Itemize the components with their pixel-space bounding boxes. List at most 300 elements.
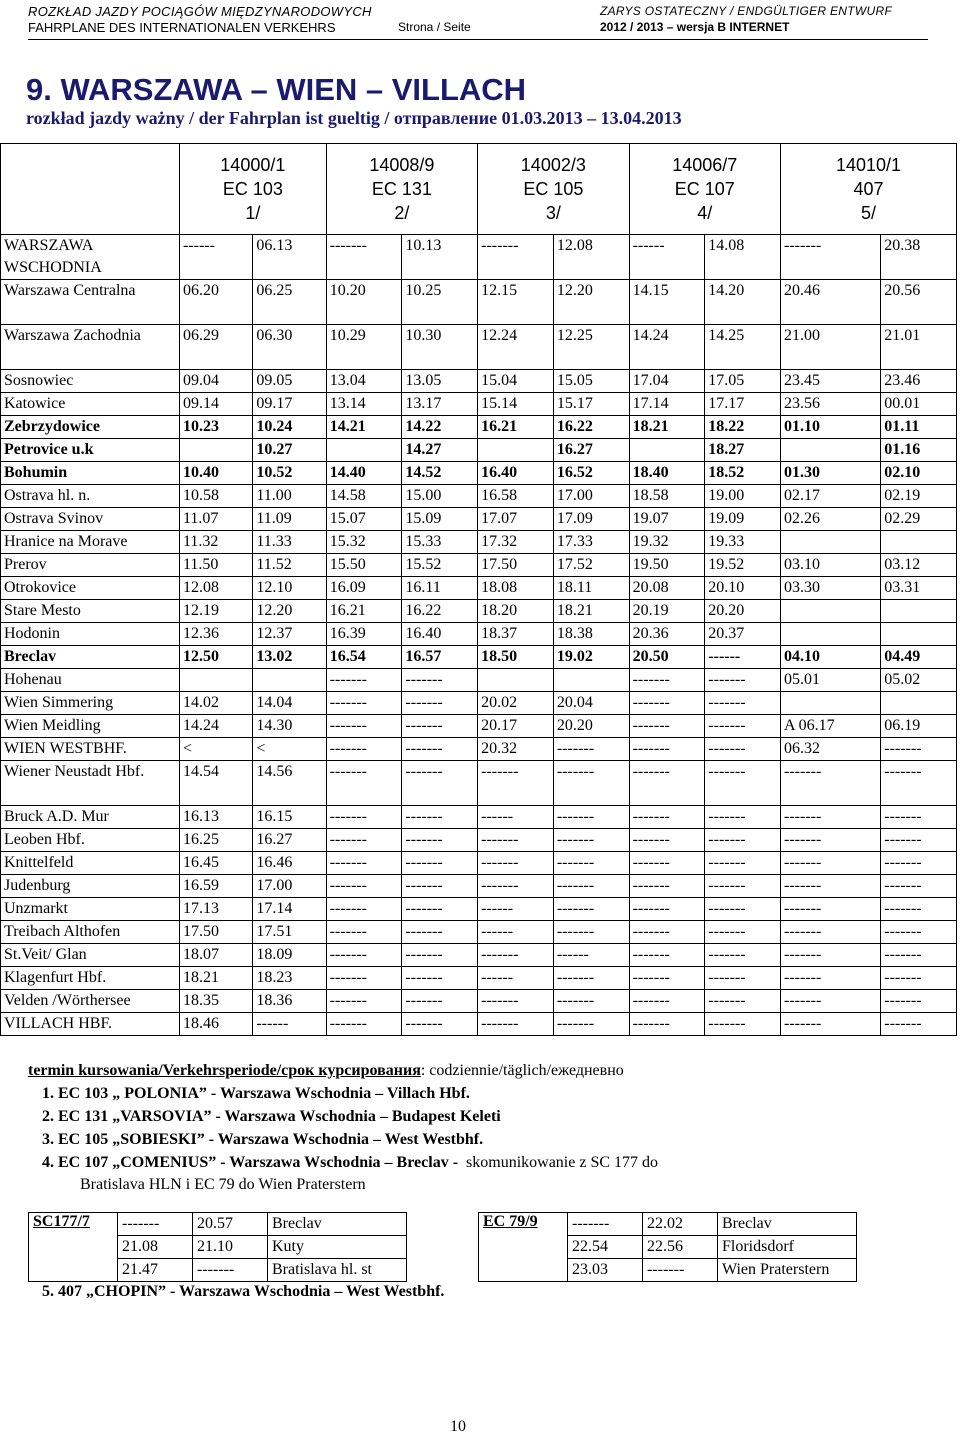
time-cell: ------- — [705, 990, 781, 1013]
table-row — [1, 370, 957, 393]
header-right-line1: ZARYS OSTATECZNY / ENDGÜLTIGER ENTWURF — [600, 4, 893, 18]
time-cell: ------- — [781, 898, 881, 921]
connection-cell: ------- — [568, 1213, 643, 1236]
time-cell: 11.09 — [253, 508, 326, 531]
time-cell: ------- — [402, 967, 478, 990]
time-cell: 15.14 — [478, 393, 554, 416]
legend-period-value: : codziennie/täglich/ежедневно — [420, 1062, 624, 1079]
time-cell — [781, 531, 881, 554]
station-name: Katowice — [1, 393, 180, 416]
table-row — [1, 852, 957, 875]
time-cell: ------ — [180, 235, 253, 280]
time-cell: ------- — [402, 898, 478, 921]
time-cell: 16.40 — [478, 462, 554, 485]
time-cell: ------- — [326, 967, 402, 990]
time-cell: 06.30 — [253, 325, 326, 370]
time-cell: ------- — [781, 967, 881, 990]
connection-cell: ------- — [643, 1259, 718, 1282]
connection-cell: Breclav — [268, 1213, 407, 1236]
time-cell: ------- — [629, 692, 705, 715]
time-cell: ------- — [326, 715, 402, 738]
time-cell: 17.09 — [553, 508, 629, 531]
table-row — [1, 485, 957, 508]
train-ref: 4/ — [697, 203, 713, 223]
time-cell: 19.50 — [629, 554, 705, 577]
time-cell: ------- — [326, 761, 402, 806]
time-cell: ------- — [705, 875, 781, 898]
time-cell — [478, 439, 554, 462]
connection-cell: ------- — [118, 1213, 193, 1236]
time-cell: ------- — [781, 806, 881, 829]
table-row — [1, 325, 957, 370]
table-row — [1, 990, 957, 1013]
time-cell: 16.59 — [180, 875, 253, 898]
train-ref: 2/ — [394, 203, 410, 223]
time-cell: 13.02 — [253, 646, 326, 669]
time-cell: 14.20 — [705, 280, 781, 325]
time-cell: 14.40 — [326, 462, 402, 485]
time-cell: 10.40 — [180, 462, 253, 485]
time-cell: 02.29 — [881, 508, 957, 531]
station-name: WIEN WESTBHF. — [1, 738, 180, 761]
station-name: Hodonin — [1, 623, 180, 646]
time-cell: 18.21 — [629, 416, 705, 439]
time-cell: 16.54 — [326, 646, 402, 669]
time-cell: ------- — [881, 967, 957, 990]
time-cell: ------- — [629, 829, 705, 852]
time-cell: ------- — [881, 944, 957, 967]
time-cell: 16.57 — [402, 646, 478, 669]
train-header-cell — [629, 144, 780, 235]
time-cell: 04.10 — [781, 646, 881, 669]
time-cell: ------- — [402, 829, 478, 852]
train-ref: 5/ — [860, 203, 876, 223]
time-cell: 13.05 — [402, 370, 478, 393]
connection-cell: 22.54 — [568, 1236, 643, 1259]
time-cell: ------- — [326, 852, 402, 875]
time-cell: 14.21 — [326, 416, 402, 439]
time-cell: 12.25 — [553, 325, 629, 370]
connection-cell: 20.57 — [193, 1213, 268, 1236]
time-cell: ------- — [881, 1013, 957, 1036]
time-cell: 16.22 — [553, 416, 629, 439]
time-cell: ------- — [326, 898, 402, 921]
time-cell — [781, 600, 881, 623]
time-cell: 02.26 — [781, 508, 881, 531]
time-cell: 17.14 — [629, 393, 705, 416]
time-cell: 10.23 — [180, 416, 253, 439]
station-name: Leoben Hbf. — [1, 829, 180, 852]
time-cell: 06.13 — [253, 235, 326, 280]
time-cell: 12.08 — [553, 235, 629, 280]
train-number: 14000/1 — [220, 155, 286, 175]
time-cell: 15.17 — [553, 393, 629, 416]
time-cell: ------- — [629, 898, 705, 921]
time-cell: 23.45 — [781, 370, 881, 393]
time-cell: 10.20 — [326, 280, 402, 325]
time-cell — [180, 669, 253, 692]
table-row — [1, 715, 957, 738]
time-cell: ------- — [881, 761, 957, 806]
time-cell: 03.12 — [881, 554, 957, 577]
time-cell: 11.00 — [253, 485, 326, 508]
time-cell: ------- — [629, 990, 705, 1013]
time-cell: 20.32 — [478, 738, 554, 761]
time-cell: ------ — [478, 898, 554, 921]
time-cell: 11.33 — [253, 531, 326, 554]
table-row — [1, 554, 957, 577]
page-number: 10 — [450, 1418, 466, 1435]
time-cell: 14.56 — [253, 761, 326, 806]
time-cell: 16.15 — [253, 806, 326, 829]
header-rule — [28, 39, 928, 40]
station-name: Prerov — [1, 554, 180, 577]
validity-note: rozkład jazdy ważny / der Fahrplan ist gueltig / отправление 01.03.2013 – 13.04.2013 — [26, 108, 682, 128]
time-cell: ------- — [781, 1013, 881, 1036]
table-row — [1, 439, 957, 462]
train-number: 14010/1 — [835, 155, 902, 175]
time-cell: ------- — [402, 692, 478, 715]
time-cell: 01.10 — [781, 416, 881, 439]
legend-item-1: 1. EC 103 „ POLONIA” - Warszawa Wschodnia – Villach Hbf. — [42, 1085, 470, 1102]
time-cell: ------- — [402, 944, 478, 967]
time-cell: 20.02 — [478, 692, 554, 715]
time-cell: 18.35 — [180, 990, 253, 1013]
time-cell: 18.40 — [629, 462, 705, 485]
station-name: Petrovice u.k — [1, 439, 180, 462]
station-name: Breclav — [1, 646, 180, 669]
time-cell: 00.01 — [881, 393, 957, 416]
time-cell — [881, 531, 957, 554]
time-cell: 15.05 — [553, 370, 629, 393]
time-cell: 04.49 — [881, 646, 957, 669]
time-cell: 17.00 — [253, 875, 326, 898]
station-name: Warszawa Zachodnia — [1, 325, 180, 370]
time-cell: 18.52 — [705, 462, 781, 485]
time-cell: ------- — [781, 829, 881, 852]
time-cell: 12.50 — [180, 646, 253, 669]
table-row — [1, 921, 957, 944]
time-cell: 14.02 — [180, 692, 253, 715]
station-name: VILLACH HBF. — [1, 1013, 180, 1036]
time-cell: 03.30 — [781, 577, 881, 600]
station-name: Knittelfeld — [1, 852, 180, 875]
time-cell: 03.10 — [781, 554, 881, 577]
time-cell: ------- — [629, 761, 705, 806]
time-cell: 12.15 — [478, 280, 554, 325]
train-name: EC 105 — [523, 179, 584, 199]
time-cell: 18.20 — [478, 600, 554, 623]
time-cell: ------ — [553, 944, 629, 967]
time-cell: 16.40 — [402, 623, 478, 646]
time-cell: 12.08 — [180, 577, 253, 600]
time-cell: 12.36 — [180, 623, 253, 646]
time-cell: 21.01 — [881, 325, 957, 370]
station-name: Otrokovice — [1, 577, 180, 600]
time-cell: 18.23 — [253, 967, 326, 990]
time-cell: 19.09 — [705, 508, 781, 531]
time-cell: 12.10 — [253, 577, 326, 600]
connection-train: EC 79/9 — [479, 1213, 568, 1282]
time-cell: 14.08 — [705, 235, 781, 280]
time-cell: 13.14 — [326, 393, 402, 416]
legend-period-label: termin kursowania/Verkehrsperiode/срок курсирования — [28, 1062, 421, 1079]
time-cell — [781, 623, 881, 646]
train-header-cell — [478, 144, 629, 235]
time-cell: 10.30 — [402, 325, 478, 370]
train-header-cell — [781, 144, 957, 235]
time-cell: 16.27 — [253, 829, 326, 852]
table-row — [1, 1013, 957, 1036]
time-cell: 09.05 — [253, 370, 326, 393]
time-cell: 16.45 — [180, 852, 253, 875]
time-cell: 10.25 — [402, 280, 478, 325]
time-cell: 17.04 — [629, 370, 705, 393]
station-name: St.Veit/ Glan — [1, 944, 180, 967]
time-cell: ------- — [705, 738, 781, 761]
time-cell: ------- — [326, 875, 402, 898]
time-cell — [881, 623, 957, 646]
time-cell: ------- — [553, 829, 629, 852]
time-cell: ------- — [553, 967, 629, 990]
time-cell: 13.17 — [402, 393, 478, 416]
time-cell: 16.09 — [326, 577, 402, 600]
connection-table-ec79 — [478, 1212, 857, 1282]
time-cell: ------- — [402, 990, 478, 1013]
legend-item-3: 3. EC 105 „SOBIESKI” - Warszawa Wschodnia – West Westbhf. — [42, 1131, 484, 1148]
time-cell: 10.24 — [253, 416, 326, 439]
station-header-cell — [1, 144, 180, 235]
station-name: Ostrava Svinov — [1, 508, 180, 531]
legend-item-5: 5. 407 „CHOPIN” - Warszawa Wschodnia – West Westbhf. — [42, 1283, 445, 1300]
time-cell: 20.46 — [781, 280, 881, 325]
station-name: Stare Mesto — [1, 600, 180, 623]
table-row — [1, 875, 957, 898]
time-cell — [881, 600, 957, 623]
train-name: EC 107 — [674, 179, 735, 199]
table-row — [1, 462, 957, 485]
station-name: WARSZAWA WSCHODNIA — [1, 235, 180, 280]
time-cell: 01.16 — [881, 439, 957, 462]
time-cell: 12.37 — [253, 623, 326, 646]
time-cell: ------- — [629, 669, 705, 692]
time-cell: 09.04 — [180, 370, 253, 393]
time-cell: ------- — [705, 944, 781, 967]
table-row — [1, 416, 957, 439]
time-cell: 13.04 — [326, 370, 402, 393]
time-cell: 14.04 — [253, 692, 326, 715]
table-row — [1, 692, 957, 715]
station-name: Wiener Neustadt Hbf. — [1, 761, 180, 806]
connection-cell: Kuty — [268, 1236, 407, 1259]
time-cell: ------- — [705, 692, 781, 715]
table-row — [1, 944, 957, 967]
legend-item-4-text: 4. EC 107 „COMENIUS” - Warszawa Wschodnia – Breclav - — [42, 1154, 459, 1171]
time-cell: 18.22 — [705, 416, 781, 439]
connection-cell: 21.08 — [118, 1236, 193, 1259]
time-cell: 14.30 — [253, 715, 326, 738]
time-cell: 11.50 — [180, 554, 253, 577]
table-row — [1, 623, 957, 646]
time-cell: 19.32 — [629, 531, 705, 554]
time-cell: 16.21 — [478, 416, 554, 439]
time-cell: ------- — [705, 1013, 781, 1036]
time-cell: 05.01 — [781, 669, 881, 692]
station-name: Klagenfurt Hbf. — [1, 967, 180, 990]
time-cell — [881, 692, 957, 715]
time-cell: ------- — [553, 1013, 629, 1036]
time-cell: 18.09 — [253, 944, 326, 967]
time-cell: 17.14 — [253, 898, 326, 921]
time-cell: 16.13 — [180, 806, 253, 829]
time-cell: ------ — [478, 921, 554, 944]
time-cell: ------- — [705, 967, 781, 990]
time-cell: ------- — [553, 898, 629, 921]
time-cell: ------- — [326, 669, 402, 692]
time-cell: ------ — [253, 1013, 326, 1036]
station-name: Ostrava hl. n. — [1, 485, 180, 508]
time-cell: 16.25 — [180, 829, 253, 852]
time-cell: ------- — [629, 921, 705, 944]
time-cell: ------- — [326, 738, 402, 761]
table-row — [1, 646, 957, 669]
connection-cell: Wien Praterstern — [718, 1259, 857, 1282]
time-cell: ------- — [402, 715, 478, 738]
station-name: Wien Meidling — [1, 715, 180, 738]
time-cell: 17.50 — [180, 921, 253, 944]
station-name: Zebrzydowice — [1, 416, 180, 439]
time-cell: 12.20 — [553, 280, 629, 325]
time-cell — [478, 669, 554, 692]
time-cell: 15.32 — [326, 531, 402, 554]
time-cell: ------- — [326, 829, 402, 852]
time-cell: ------- — [402, 1013, 478, 1036]
time-cell: 12.24 — [478, 325, 554, 370]
time-cell: 18.58 — [629, 485, 705, 508]
time-cell: 15.09 — [402, 508, 478, 531]
time-cell: 15.07 — [326, 508, 402, 531]
time-cell: 10.58 — [180, 485, 253, 508]
time-cell: 11.52 — [253, 554, 326, 577]
time-cell: 12.20 — [253, 600, 326, 623]
table-row — [1, 508, 957, 531]
station-name: Bohumin — [1, 462, 180, 485]
time-cell: ------- — [478, 235, 554, 280]
time-cell: 20.04 — [553, 692, 629, 715]
time-cell: 19.02 — [553, 646, 629, 669]
time-cell: 16.39 — [326, 623, 402, 646]
time-cell: ------ — [705, 646, 781, 669]
time-cell: ------- — [326, 806, 402, 829]
time-cell: 18.27 — [705, 439, 781, 462]
time-cell: 20.17 — [478, 715, 554, 738]
connection-cell: 21.10 — [193, 1236, 268, 1259]
time-cell: 18.36 — [253, 990, 326, 1013]
train-name: 407 — [853, 179, 884, 199]
table-row — [1, 761, 957, 806]
connection-table-sc177 — [28, 1212, 407, 1282]
time-cell: 19.52 — [705, 554, 781, 577]
time-cell: 23.46 — [881, 370, 957, 393]
time-cell: ------- — [402, 738, 478, 761]
table-row — [1, 577, 957, 600]
station-name: Treibach Althofen — [1, 921, 180, 944]
time-cell: ------- — [705, 806, 781, 829]
time-cell: 15.52 — [402, 554, 478, 577]
time-cell: ------- — [478, 852, 554, 875]
time-cell: 05.02 — [881, 669, 957, 692]
time-cell: 06.32 — [781, 738, 881, 761]
time-cell: 17.00 — [553, 485, 629, 508]
time-cell — [553, 669, 629, 692]
time-cell: ------- — [478, 1013, 554, 1036]
time-cell: ------- — [705, 898, 781, 921]
table-row — [1, 898, 957, 921]
time-cell: 20.19 — [629, 600, 705, 623]
time-cell: 11.07 — [180, 508, 253, 531]
train-number: 14006/7 — [672, 155, 738, 175]
time-cell: ------- — [881, 875, 957, 898]
time-cell: 02.17 — [781, 485, 881, 508]
station-name: Velden /Wörthersee — [1, 990, 180, 1013]
time-cell: ------- — [781, 235, 881, 280]
time-cell: ------- — [553, 852, 629, 875]
time-cell: ------- — [881, 829, 957, 852]
time-cell: 17.51 — [253, 921, 326, 944]
time-cell: 18.21 — [180, 967, 253, 990]
train-name: EC 103 — [222, 179, 283, 199]
time-cell: 09.14 — [180, 393, 253, 416]
connection-cell: 22.02 — [643, 1213, 718, 1236]
time-cell: ------- — [478, 829, 554, 852]
time-cell: 18.08 — [478, 577, 554, 600]
time-cell: 15.33 — [402, 531, 478, 554]
time-cell: ------- — [881, 852, 957, 875]
time-cell: 14.24 — [180, 715, 253, 738]
time-cell: 01.30 — [781, 462, 881, 485]
station-name: Hohenau — [1, 669, 180, 692]
time-cell: 02.19 — [881, 485, 957, 508]
table-row — [1, 669, 957, 692]
time-cell: 16.52 — [553, 462, 629, 485]
time-cell: 18.46 — [180, 1013, 253, 1036]
connection-row — [479, 1213, 857, 1236]
timetable — [0, 143, 957, 1036]
time-cell: ------- — [478, 875, 554, 898]
time-cell: 16.46 — [253, 852, 326, 875]
time-cell: ------- — [881, 738, 957, 761]
station-name: Wien Simmering — [1, 692, 180, 715]
table-row — [1, 235, 957, 280]
connection-train: SC177/7 — [29, 1213, 118, 1282]
time-cell: 19.33 — [705, 531, 781, 554]
time-cell: 18.50 — [478, 646, 554, 669]
legend-item-4-tail: skomunikowanie z SC 177 do — [466, 1154, 659, 1171]
time-cell: 16.58 — [478, 485, 554, 508]
time-cell: ------- — [629, 944, 705, 967]
connection-cell: Floridsdorf — [718, 1236, 857, 1259]
time-cell: ------- — [326, 921, 402, 944]
time-cell: ------- — [705, 852, 781, 875]
time-cell: ------- — [478, 761, 554, 806]
time-cell: ------ — [629, 235, 705, 280]
time-cell: 06.20 — [180, 280, 253, 325]
time-cell: 20.38 — [881, 235, 957, 280]
time-cell: ------- — [629, 852, 705, 875]
station-name: Bruck A.D. Mur — [1, 806, 180, 829]
train-header-cell — [326, 144, 477, 235]
time-cell — [253, 669, 326, 692]
